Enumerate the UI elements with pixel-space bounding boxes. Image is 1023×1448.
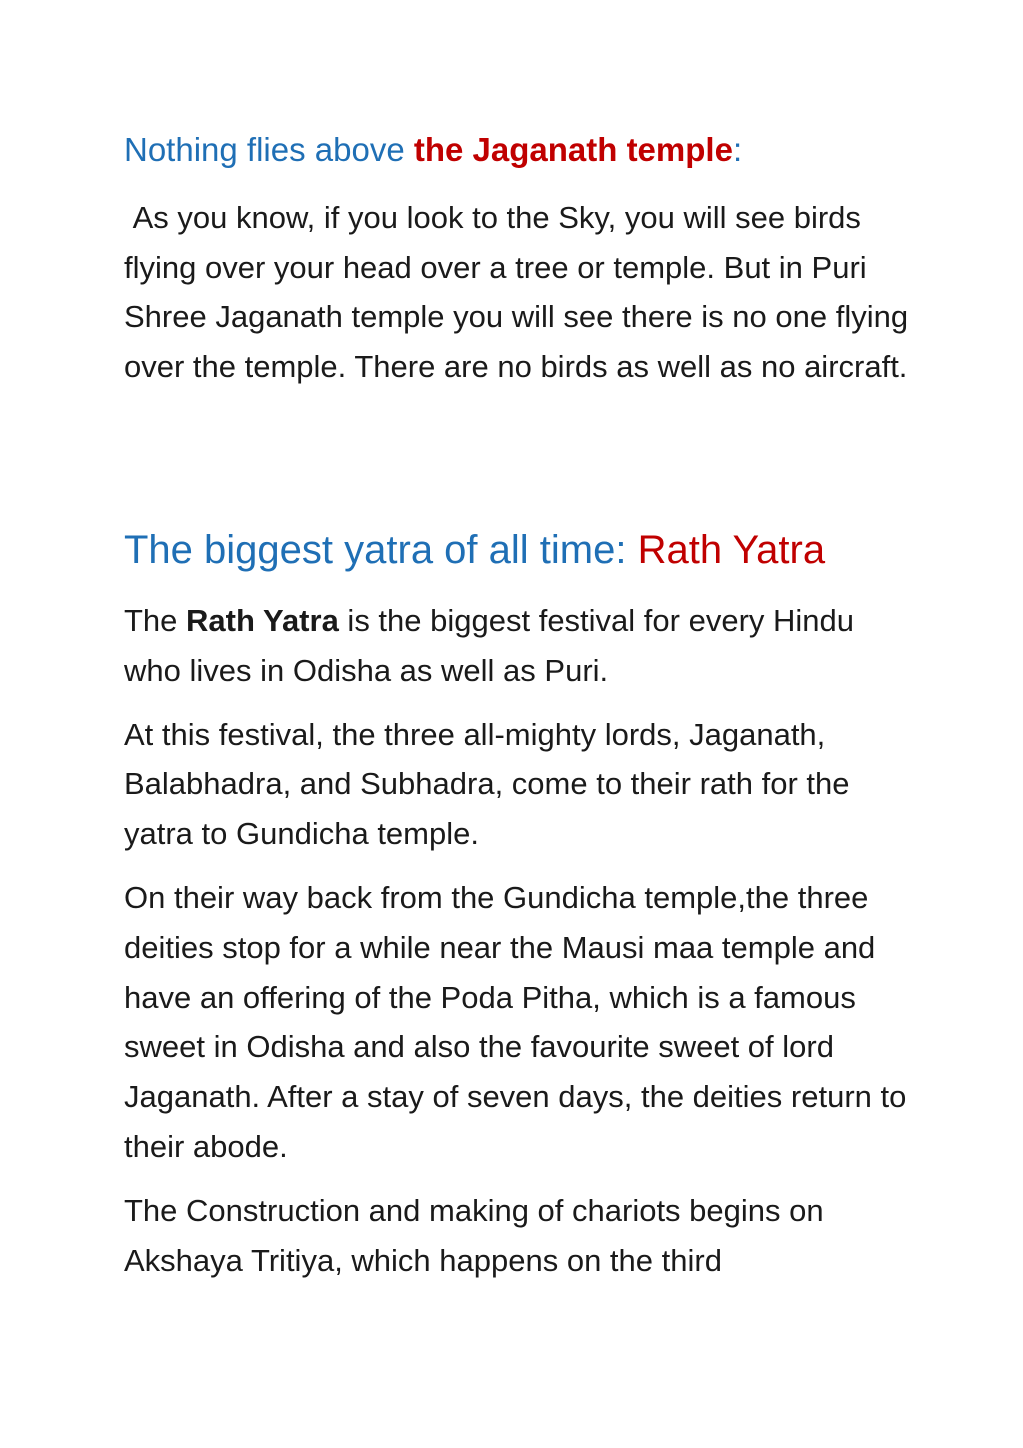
paragraph-no-birds [124,193,914,391]
heading-emphasis: the Jaganath temple [413,131,733,168]
heading-text: Nothing flies above [124,131,414,168]
paragraph-three-lords: At this festival, the three all-mighty lords, Jaganath, Balabhadra, and Subhadra, come to their rath for the yatra to Gundicha temple. [124,716,850,852]
heading-colon: : [732,131,743,168]
section-heading-nothing-flies [124,128,742,172]
paragraph-start: The [124,603,187,638]
heading-text: The biggest yatra of all time: [124,528,638,572]
rath-yatra-body [124,596,914,1299]
heading-emphasis: Rath Yatra [637,528,826,572]
paragraph-return-journey: On their way back from the Gundicha temple,the three deities stop for a while near the Mausi maa temple and have an offering of the Poda Pitha, which is a famous sweet in Odisha and also the favourite sweet of lord Jaganath. After a stay of seven days, the deities return to their abode. [124,879,907,1164]
paragraph-rest: is the biggest festival for every Hindu who lives in Odisha as well as Puri. [124,603,855,688]
paragraph-text: As you know, if you look to the Sky, you will see birds flying over your head over a tree or temple. But in Puri Shree Jaganath temple you will see there is no one flying over the temple. There are no birds as well as no aircraft. [124,200,909,384]
paragraph-bold-term: Rath Yatra [186,603,339,638]
paragraph-biggest-festival [124,596,914,696]
paragraph-chariot-construction: The Construction and making of chariots begins on Akshaya Tritiya, which happens on the third [124,1192,824,1278]
section-heading-rath-yatra [124,522,825,578]
